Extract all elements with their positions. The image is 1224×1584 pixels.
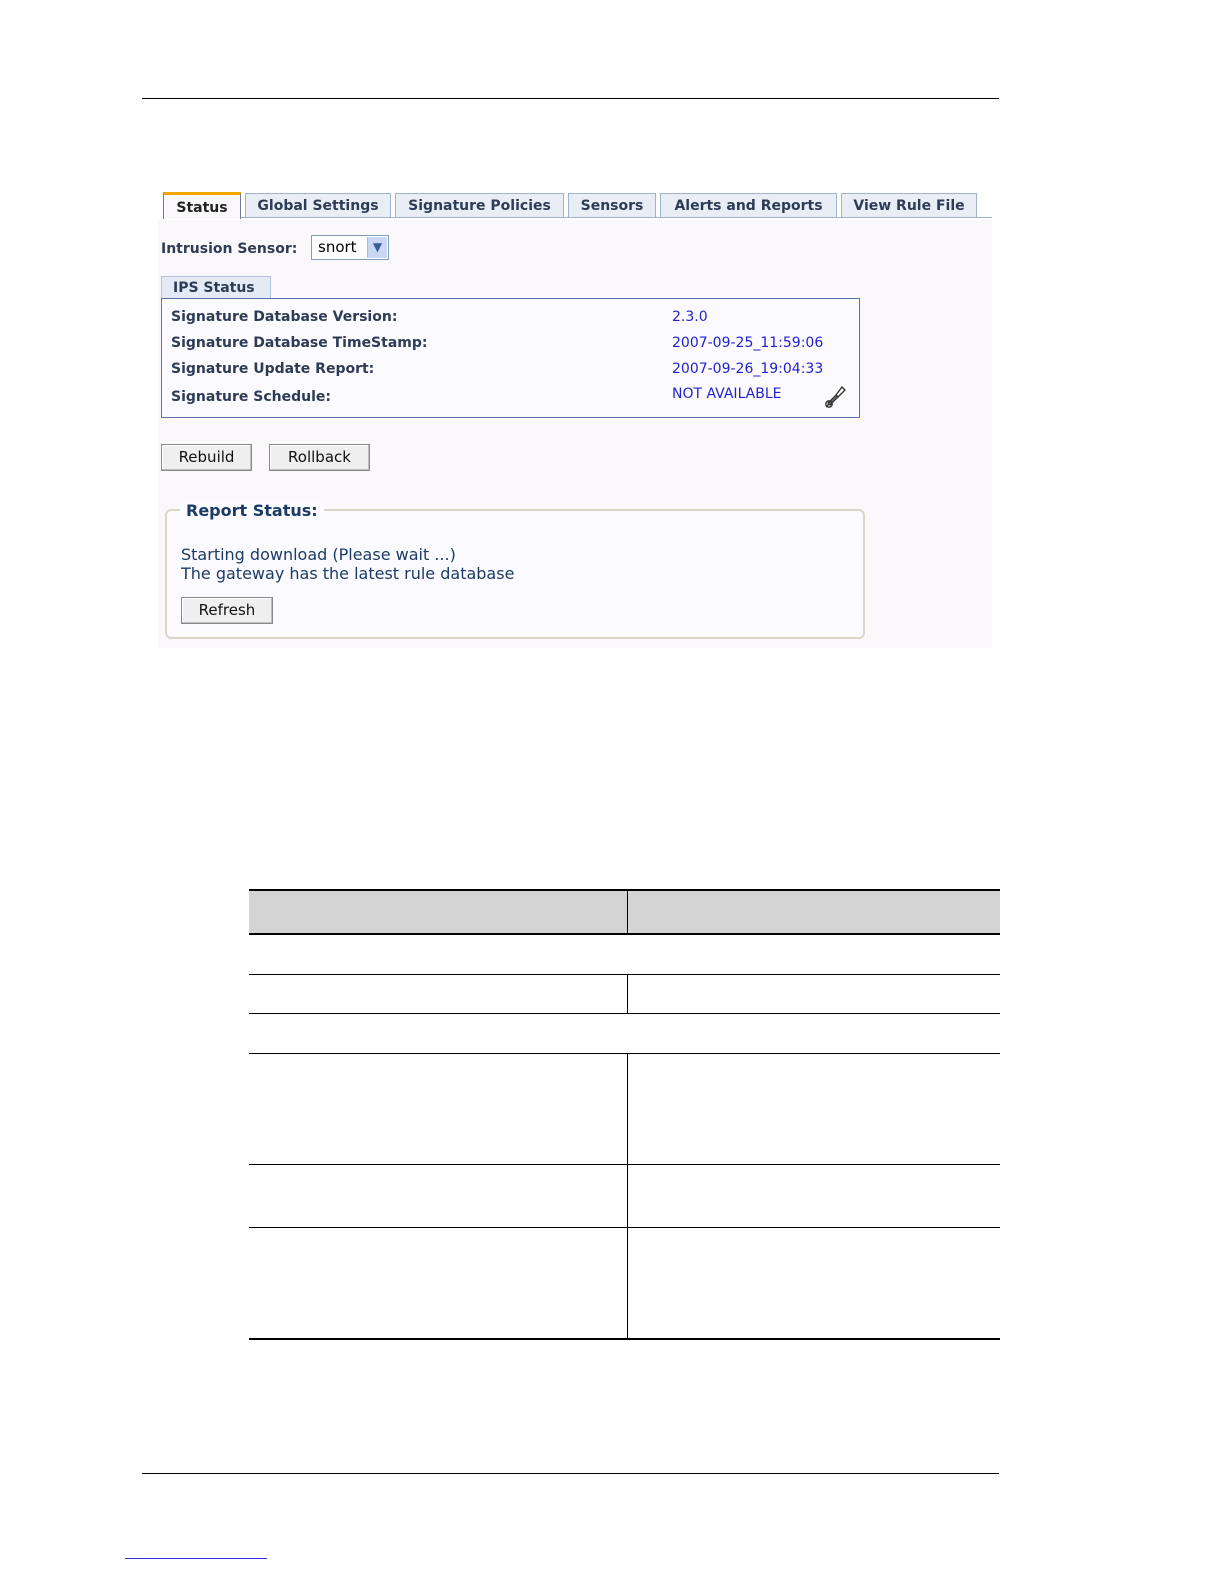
intrusion-sensor-value: snort [318, 238, 357, 256]
signature-schedule-value: NOT AVAILABLE [672, 386, 782, 402]
table-column-divider [627, 974, 628, 1014]
chevron-down-icon[interactable]: ▼ [367, 237, 387, 258]
refresh-button[interactable]: Refresh [181, 597, 273, 624]
tab-global-settings[interactable]: Global Settings [245, 193, 391, 217]
page-footer-rule [142, 1473, 999, 1474]
rebuild-button[interactable]: Rebuild [161, 444, 252, 471]
signature-db-timestamp-value: 2007-09-25_11:59:06 [672, 335, 824, 351]
tab-sensors[interactable]: Sensors [568, 193, 656, 217]
table-row-divider [249, 974, 1000, 975]
report-status-title: Report Status: [180, 501, 324, 520]
table-header [249, 889, 1000, 935]
signature-update-report-label: Signature Update Report: [171, 361, 375, 377]
signature-update-report-value[interactable]: 2007-09-26_19:04:33 [672, 361, 824, 377]
tab-status[interactable]: Status [163, 192, 241, 219]
intrusion-sensor-label: Intrusion Sensor: [161, 241, 298, 257]
table-row-divider [249, 1013, 1000, 1014]
signature-schedule-label: Signature Schedule: [171, 389, 331, 405]
wrench-icon[interactable] [822, 384, 848, 410]
footer-link-underline[interactable] [125, 1558, 267, 1559]
table-row-divider [249, 1164, 1000, 1165]
tab-view-rule-file[interactable]: View Rule File [841, 193, 977, 217]
signature-db-timestamp-label: Signature Database TimeStamp: [171, 335, 428, 351]
table-row-divider [249, 1053, 1000, 1054]
report-status-line: Starting download (Please wait ...) [181, 545, 456, 564]
tab-alerts-and-reports[interactable]: Alerts and Reports [660, 193, 837, 217]
signature-db-version-label: Signature Database Version: [171, 309, 398, 325]
table-row-divider [249, 1227, 1000, 1228]
table-column-divider [627, 1053, 628, 1339]
signature-db-version-value: 2.3.0 [672, 309, 708, 325]
page-header-rule [142, 98, 999, 99]
table-column-divider [627, 889, 628, 935]
report-status-line: The gateway has the latest rule database [181, 564, 515, 583]
tab-signature-policies[interactable]: Signature Policies [395, 193, 564, 217]
rollback-button[interactable]: Rollback [269, 444, 370, 471]
intrusion-sensor-select[interactable] [311, 235, 389, 260]
ips-status-title: IPS Status [161, 276, 271, 299]
table-bottom-rule [249, 1338, 1000, 1340]
